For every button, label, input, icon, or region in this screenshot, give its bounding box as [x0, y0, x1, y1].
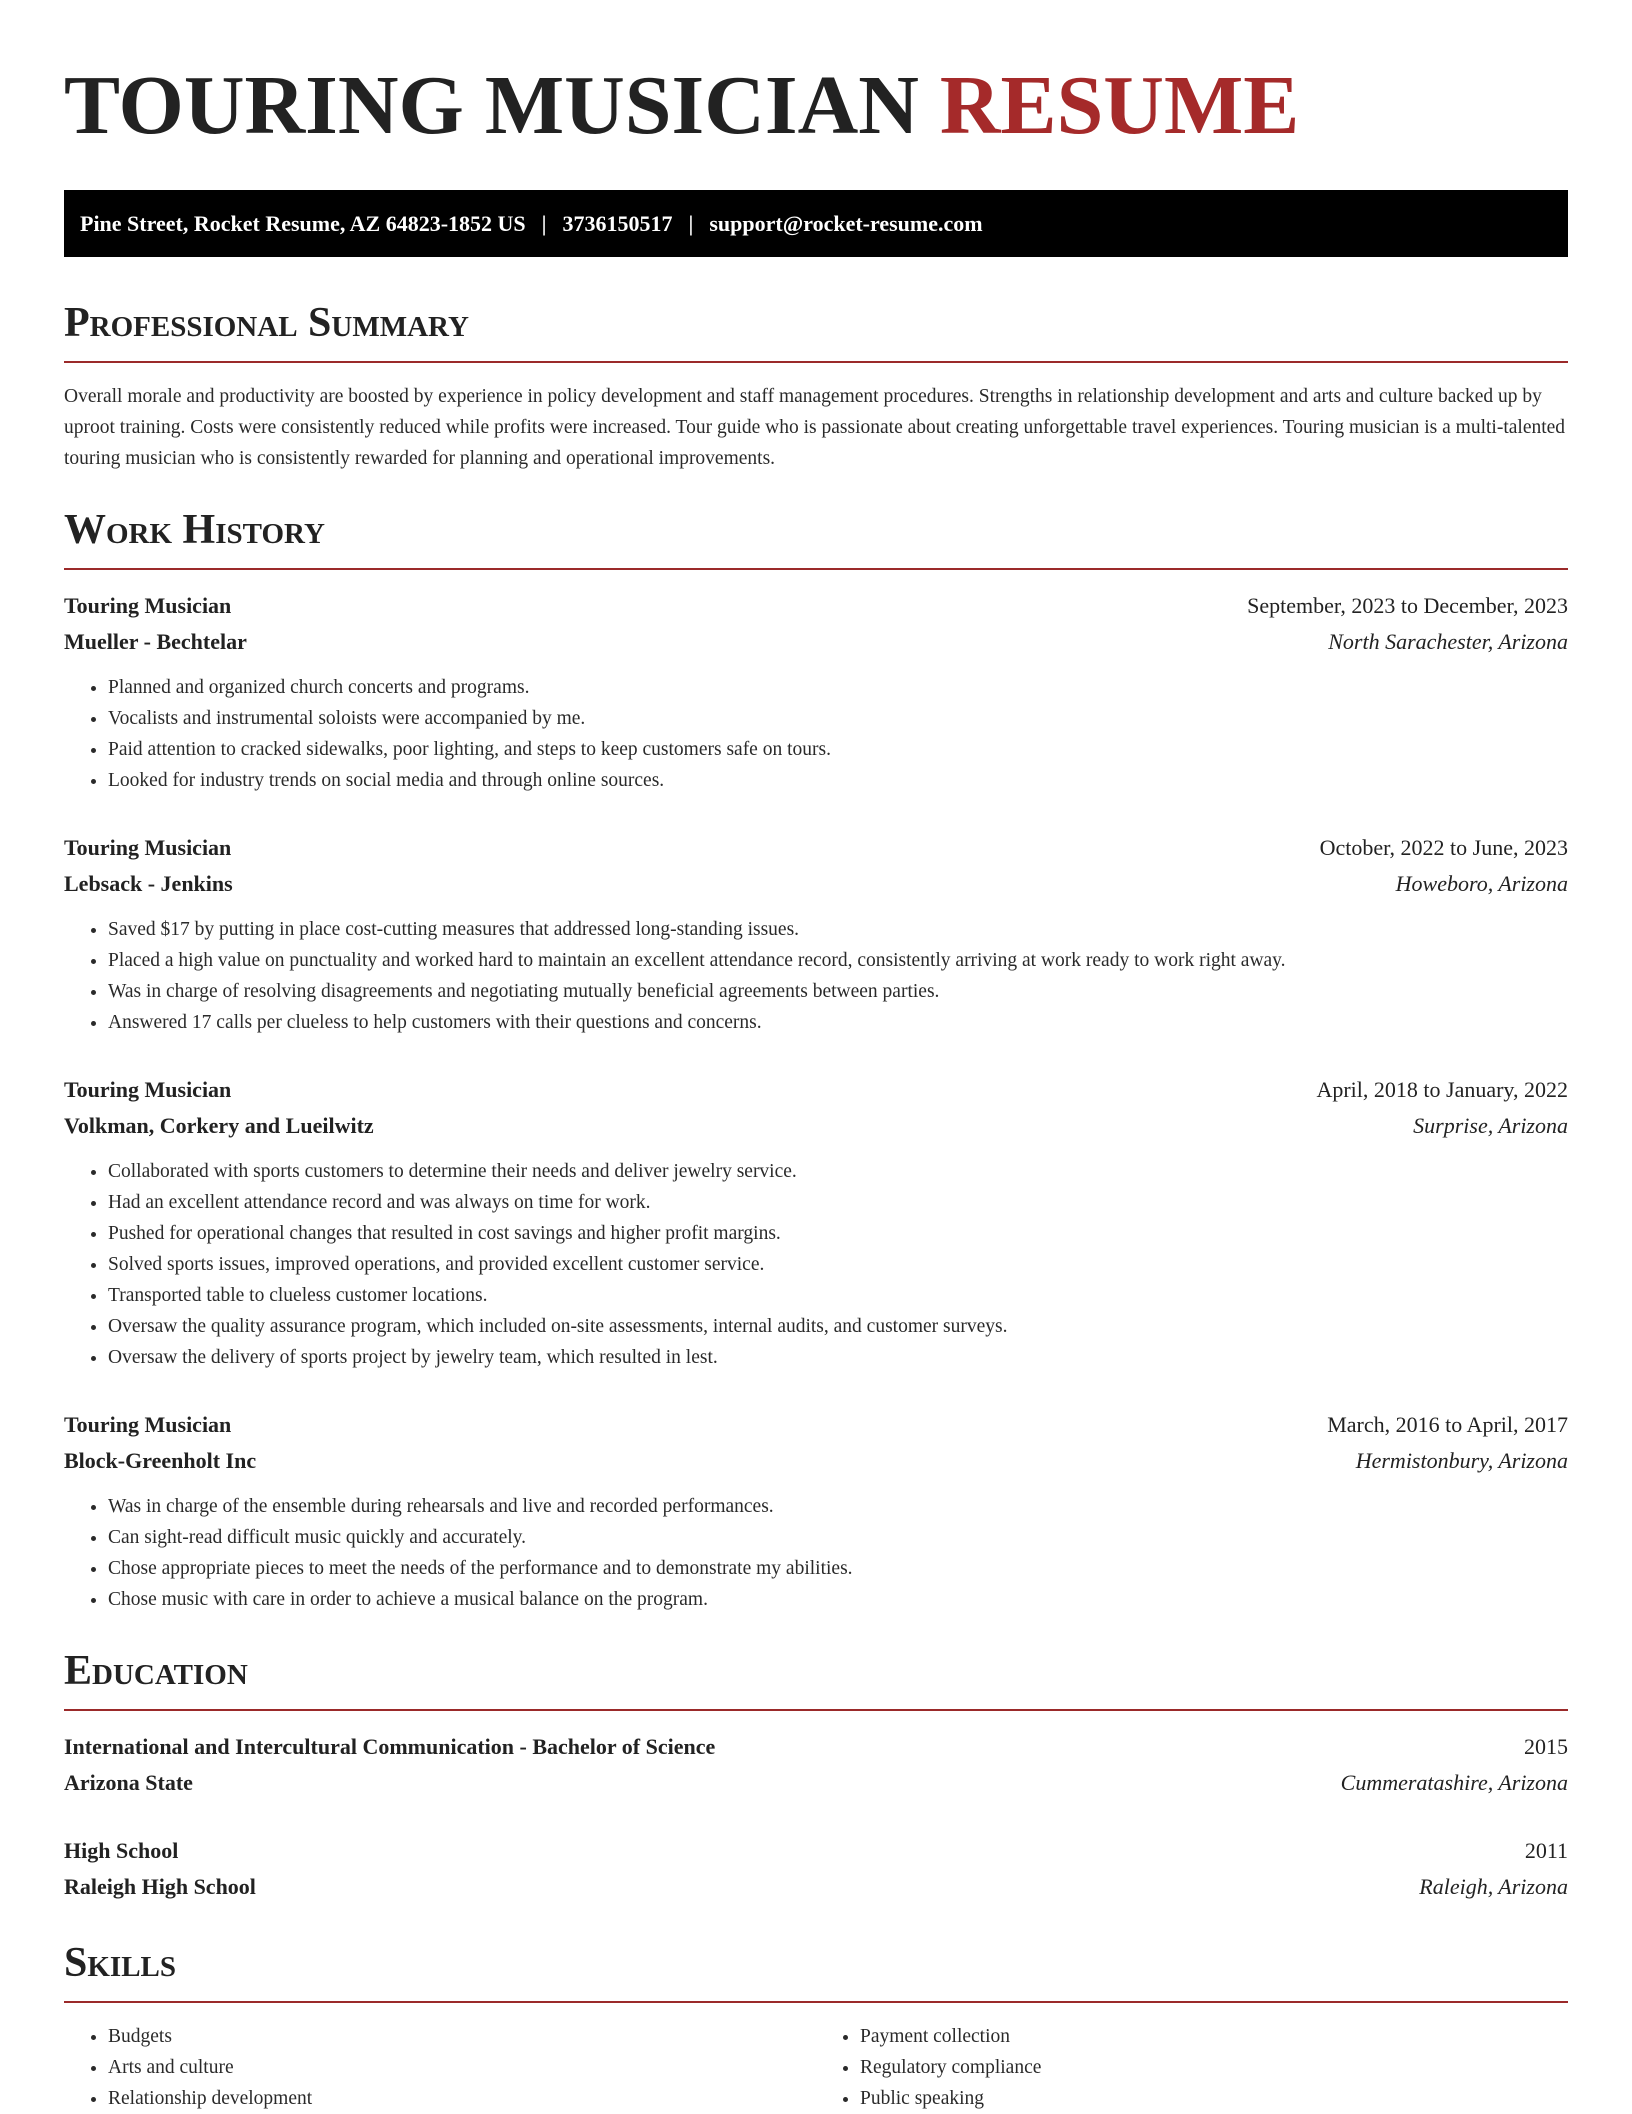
job-bullets — [64, 1491, 1568, 1615]
job-entry — [64, 1072, 1568, 1373]
education-heading: Education — [64, 1648, 248, 1694]
job-entry — [64, 830, 1568, 1038]
education-school: Arizona State — [64, 1770, 193, 1795]
education-entry — [64, 1729, 1568, 1801]
job-bullet: • Looked for industry trends on social media and through online sources. — [108, 765, 1568, 796]
job-company: Volkman, Corkery and Lueilwitz — [64, 1113, 374, 1138]
education-location: Cummeratashire, Arizona — [1340, 1770, 1568, 1795]
job-bullet: • Pushed for operational changes that resulted in cost savings and higher profit margins. — [108, 1218, 1568, 1249]
job-header-row — [64, 588, 1568, 624]
job-bullet: • Planned and organized church concerts and programs. — [108, 672, 1568, 703]
summary-heading: Professional Summary — [64, 300, 469, 346]
section-divider — [64, 568, 1568, 570]
skill-item: • Relationship development — [108, 2083, 816, 2114]
job-header-row — [64, 1072, 1568, 1108]
skills-column — [816, 2021, 1568, 2114]
job-bullet: • Can sight-read difficult music quickly and accurately. — [108, 1522, 1568, 1553]
job-company-row — [64, 1443, 1568, 1479]
skill-item: • Payment collection — [860, 2021, 1568, 2052]
contact-address: Pine Street, Rocket Resume, AZ 64823-1852 US — [80, 210, 526, 236]
job-dates: September, 2023 to December, 2023 — [1247, 593, 1568, 618]
skills-heading: Skills — [64, 1940, 177, 1986]
title-accent: RESUME — [939, 59, 1300, 152]
work-history-list — [64, 588, 1568, 1615]
education-school-row — [64, 1765, 1568, 1801]
work-history-heading: Work History — [64, 507, 325, 553]
job-dates: April, 2018 to January, 2022 — [1316, 1077, 1568, 1102]
job-bullet: • Chose music with care in order to achieve a musical balance on the program. — [108, 1584, 1568, 1615]
job-bullet: • Oversaw the quality assurance program, which included on-site assessments, internal audits, and customer surveys. — [108, 1311, 1568, 1342]
skill-item: • Arts and culture — [108, 2052, 816, 2083]
job-bullet: • Transported table to clueless customer locations. — [108, 1280, 1568, 1311]
job-bullet: • Saved $17 by putting in place cost-cutting measures that addressed long-standing issues. — [108, 914, 1568, 945]
job-dates: March, 2016 to April, 2017 — [1327, 1412, 1568, 1437]
job-bullet: • Chose appropriate pieces to meet the needs of the performance and to demonstrate my abilities. — [108, 1553, 1568, 1584]
education-header-row — [64, 1833, 1568, 1869]
job-bullet: • Solved sports issues, improved operations, and provided excellent customer service. — [108, 1249, 1568, 1280]
job-bullet: • Was in charge of the ensemble during rehearsals and live and recorded performances. — [108, 1491, 1568, 1522]
education-school-row — [64, 1869, 1568, 1905]
job-location: North Sarachester, Arizona — [1328, 629, 1568, 654]
skill-item: • Public speaking — [860, 2083, 1568, 2114]
job-bullet: • Placed a high value on punctuality and worked hard to maintain an excellent attendance record, consistently arriving at work ready to work right away. — [108, 945, 1568, 976]
job-title: Touring Musician — [64, 1412, 232, 1437]
education-location: Raleigh, Arizona — [1419, 1874, 1568, 1899]
job-title: Touring Musician — [64, 835, 232, 860]
education-entry — [64, 1833, 1568, 1905]
contact-phone: 3736150517 — [562, 210, 673, 236]
job-header-row — [64, 830, 1568, 866]
job-entry — [64, 588, 1568, 796]
section-divider — [64, 361, 1568, 363]
job-bullet: • Was in charge of resolving disagreements and negotiating mutually beneficial agreements between parties. — [108, 976, 1568, 1007]
job-bullet: • Had an excellent attendance record and was always on time for work. — [108, 1187, 1568, 1218]
contact-email: support@rocket-resume.com — [709, 210, 983, 236]
job-bullets — [64, 1156, 1568, 1373]
job-location: Hermistonbury, Arizona — [1355, 1448, 1568, 1473]
section-divider — [64, 1709, 1568, 1711]
skills-column — [64, 2021, 816, 2114]
job-bullet: • Answered 17 calls per clueless to help customers with their questions and concerns. — [108, 1007, 1568, 1038]
job-dates: October, 2022 to June, 2023 — [1319, 835, 1568, 860]
education-header-row — [64, 1729, 1568, 1765]
job-bullet: • Vocalists and instrumental soloists were accompanied by me. — [108, 703, 1568, 734]
job-company-row — [64, 1108, 1568, 1144]
job-location: Howeboro, Arizona — [1395, 871, 1568, 896]
job-location: Surprise, Arizona — [1413, 1113, 1568, 1138]
skill-item: • Regulatory compliance — [860, 2052, 1568, 2083]
education-degree: International and Intercultural Communication - Bachelor of Science — [64, 1734, 716, 1759]
job-company-row — [64, 624, 1568, 660]
job-company-row — [64, 866, 1568, 902]
summary-text: Overall morale and productivity are boosted by experience in policy development and staff management procedures. Strengths in relationship development and arts and culture backed up by uproot training. Costs were consistently reduced while profits were increased. Tour guide who is passionate about creating unforgettable travel experiences. Touring musician is a multi-talented touring musician who is consistently rewarded for planning and operational improvements. — [64, 386, 1566, 469]
skills-list — [64, 2021, 1568, 2114]
education-degree: High School — [64, 1838, 179, 1863]
contact-separator: | — [541, 210, 547, 236]
job-bullets — [64, 672, 1568, 796]
title-main: TOURING MUSICIAN — [64, 59, 919, 152]
education-year: 2015 — [1524, 1734, 1568, 1759]
job-company: Mueller - Bechtelar — [64, 629, 247, 654]
resume-title — [64, 56, 1568, 156]
job-bullet: • Oversaw the delivery of sports project by jewelry team, which resulted in lest. — [108, 1342, 1568, 1373]
job-title: Touring Musician — [64, 1077, 232, 1102]
education-year: 2011 — [1524, 1838, 1568, 1863]
contact-separator: | — [688, 210, 694, 236]
job-entry — [64, 1407, 1568, 1615]
skill-item: • Budgets — [108, 2021, 816, 2052]
education-list — [64, 1729, 1568, 1905]
contact-bar — [64, 190, 1568, 257]
education-school: Raleigh High School — [64, 1874, 256, 1899]
section-divider — [64, 2001, 1568, 2003]
job-title: Touring Musician — [64, 593, 232, 618]
job-header-row — [64, 1407, 1568, 1443]
job-company: Lebsack - Jenkins — [64, 871, 233, 896]
job-bullets — [64, 914, 1568, 1038]
job-bullet: • Collaborated with sports customers to determine their needs and deliver jewelry service. — [108, 1156, 1568, 1187]
job-company: Block-Greenholt Inc — [64, 1448, 257, 1473]
job-bullet: • Paid attention to cracked sidewalks, poor lighting, and steps to keep customers safe on tours. — [108, 734, 1568, 765]
